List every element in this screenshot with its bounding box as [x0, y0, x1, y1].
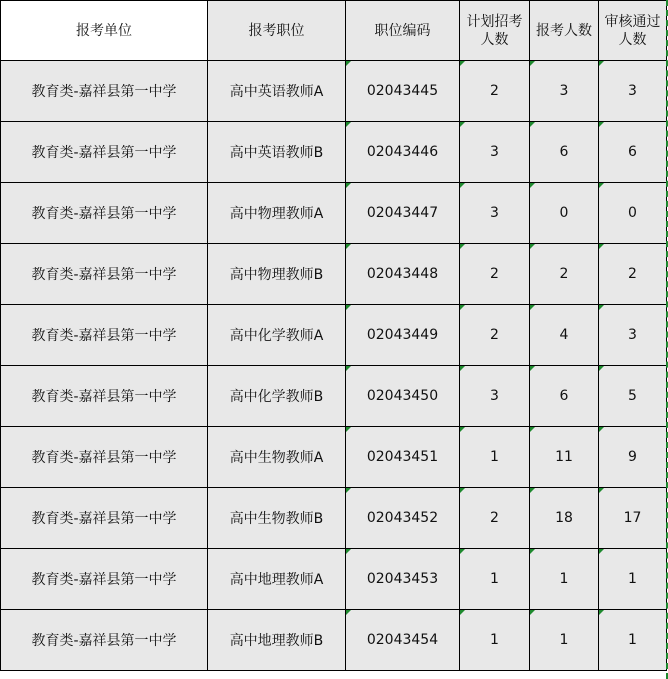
cell-planned[interactable] — [460, 488, 530, 549]
text-number-marker-icon — [460, 305, 465, 310]
cell-planned[interactable] — [460, 244, 530, 305]
cell-applicants[interactable] — [530, 549, 599, 610]
cell-planned[interactable] — [460, 610, 530, 671]
table-row — [1, 610, 667, 671]
table-row — [1, 61, 667, 122]
cell-unit[interactable] — [1, 244, 208, 305]
cell-approved[interactable] — [599, 244, 667, 305]
cell-text: 教育类-嘉祥县第一中学 — [31, 267, 177, 283]
cell-applicants[interactable] — [530, 610, 599, 671]
text-number-marker-icon — [460, 183, 465, 188]
text-number-marker-icon — [599, 183, 604, 188]
cell-planned[interactable] — [460, 122, 530, 183]
cell-applicants[interactable] — [530, 183, 599, 244]
table-row — [1, 183, 667, 244]
cell-planned[interactable] — [460, 183, 530, 244]
cell-unit[interactable] — [1, 61, 208, 122]
text-number-marker-icon — [346, 427, 351, 432]
cell-text: 1 — [559, 571, 569, 587]
text-number-marker-icon — [530, 549, 535, 554]
cell-text: 教育类-嘉祥县第一中学 — [31, 633, 177, 649]
text-number-marker-icon — [460, 488, 465, 493]
cell-code[interactable] — [346, 427, 460, 488]
text-number-marker-icon — [346, 61, 351, 66]
cell-text: 教育类-嘉祥县第一中学 — [31, 572, 177, 588]
cell-text: 02043451 — [366, 449, 439, 465]
table-row — [1, 549, 667, 610]
header-cell-approved[interactable] — [599, 1, 667, 61]
cell-unit[interactable] — [1, 488, 208, 549]
cell-code[interactable] — [346, 610, 460, 671]
cell-applicants[interactable] — [530, 488, 599, 549]
header-cell-applicants[interactable] — [530, 1, 599, 61]
text-number-marker-icon — [460, 366, 465, 371]
cell-code[interactable] — [346, 61, 460, 122]
text-number-marker-icon — [460, 610, 465, 615]
cell-applicants[interactable] — [530, 427, 599, 488]
cell-text: 教育类-嘉祥县第一中学 — [31, 206, 177, 222]
table-row — [1, 244, 667, 305]
text-number-marker-icon — [599, 610, 604, 615]
cell-text: 高中生物教师B — [229, 511, 324, 527]
text-number-marker-icon — [530, 366, 535, 371]
cell-text: 0 — [628, 205, 637, 221]
table-row — [1, 488, 667, 549]
text-number-marker-icon — [599, 61, 604, 66]
cell-code[interactable] — [346, 244, 460, 305]
table-row — [1, 305, 667, 366]
cell-approved[interactable] — [599, 61, 667, 122]
cell-approved[interactable] — [599, 488, 667, 549]
table-row — [1, 427, 667, 488]
cell-applicants[interactable] — [530, 366, 599, 427]
text-number-marker-icon — [599, 122, 604, 127]
header-label: 职位编码 — [374, 22, 431, 39]
cell-text: 教育类-嘉祥县第一中学 — [31, 450, 177, 466]
cell-text: 3 — [628, 83, 637, 99]
text-number-marker-icon — [346, 122, 351, 127]
cell-position[interactable] — [208, 61, 346, 122]
cell-text: 6 — [559, 144, 569, 160]
text-number-marker-icon — [599, 366, 604, 371]
header-label: 计划招考人数 — [466, 13, 523, 48]
text-number-marker-icon — [460, 427, 465, 432]
cell-position[interactable] — [208, 183, 346, 244]
text-number-marker-icon — [460, 549, 465, 554]
text-number-marker-icon — [599, 488, 604, 493]
cell-text: 1 — [628, 571, 637, 587]
cell-text: 高中地理教师A — [229, 572, 324, 588]
cell-text: 教育类-嘉祥县第一中学 — [31, 511, 177, 527]
text-number-marker-icon — [346, 183, 351, 188]
cell-text: 教育类-嘉祥县第一中学 — [31, 84, 177, 100]
cell-applicants[interactable] — [530, 122, 599, 183]
text-number-marker-icon — [460, 244, 465, 249]
text-number-marker-icon — [346, 366, 351, 371]
cell-position[interactable] — [208, 488, 346, 549]
cell-approved[interactable] — [599, 122, 667, 183]
cell-code[interactable] — [346, 183, 460, 244]
cell-text: 教育类-嘉祥县第一中学 — [31, 145, 177, 161]
cell-code[interactable] — [346, 488, 460, 549]
cell-unit[interactable] — [1, 610, 208, 671]
cell-text: 1 — [559, 632, 569, 648]
header-label: 报考人数 — [536, 22, 592, 39]
cell-text: 2 — [490, 510, 499, 526]
cell-text: 02043450 — [366, 388, 439, 404]
cell-code[interactable] — [346, 305, 460, 366]
cell-text: 11 — [555, 449, 573, 465]
cell-text: 1 — [490, 632, 499, 648]
cell-text: 6 — [628, 144, 637, 160]
cell-approved[interactable] — [599, 610, 667, 671]
text-number-marker-icon — [346, 305, 351, 310]
cell-position[interactable] — [208, 122, 346, 183]
text-number-marker-icon — [599, 305, 604, 310]
cell-code[interactable] — [346, 122, 460, 183]
text-number-marker-icon — [460, 61, 465, 66]
cell-position[interactable] — [208, 305, 346, 366]
text-number-marker-icon — [599, 427, 604, 432]
cell-text: 3 — [490, 388, 499, 404]
cell-unit[interactable] — [1, 427, 208, 488]
cell-position[interactable] — [208, 427, 346, 488]
cell-text: 2 — [559, 266, 569, 282]
cell-text: 02043449 — [366, 327, 439, 343]
text-number-marker-icon — [599, 244, 604, 249]
header-label: 审核通过人数 — [604, 13, 661, 48]
cell-text: 9 — [628, 449, 637, 465]
cell-position[interactable] — [208, 610, 346, 671]
cell-text: 高中英语教师B — [229, 145, 324, 161]
cell-text: 高中物理教师A — [229, 206, 324, 222]
header-cell-planned[interactable] — [460, 1, 530, 61]
cell-text: 高中化学教师A — [229, 328, 324, 344]
table-row — [1, 366, 667, 427]
cell-approved[interactable] — [599, 366, 667, 427]
text-number-marker-icon — [530, 183, 535, 188]
cell-text: 02043452 — [366, 510, 439, 526]
cell-unit[interactable] — [1, 183, 208, 244]
cell-code[interactable] — [346, 549, 460, 610]
cell-text: 02043454 — [366, 632, 439, 648]
cell-applicants[interactable] — [530, 244, 599, 305]
text-number-marker-icon — [530, 244, 535, 249]
cell-text: 0 — [559, 205, 569, 221]
cell-approved[interactable] — [599, 427, 667, 488]
cell-text: 高中英语教师A — [229, 84, 324, 100]
cell-planned[interactable] — [460, 366, 530, 427]
cell-text: 2 — [490, 266, 499, 282]
cell-text: 18 — [555, 510, 573, 526]
cell-approved[interactable] — [599, 549, 667, 610]
cell-approved[interactable] — [599, 183, 667, 244]
cell-text: 02043453 — [366, 571, 439, 587]
cell-text: 3 — [490, 205, 499, 221]
cell-unit[interactable] — [1, 366, 208, 427]
cell-approved[interactable] — [599, 305, 667, 366]
cell-text: 3 — [628, 327, 637, 343]
cell-text: 3 — [490, 144, 499, 160]
header-cell-position[interactable] — [208, 1, 346, 61]
cell-unit[interactable] — [1, 549, 208, 610]
cell-text: 17 — [623, 510, 642, 526]
text-number-marker-icon — [599, 549, 604, 554]
cell-planned[interactable] — [460, 427, 530, 488]
cell-code[interactable] — [346, 366, 460, 427]
cell-text: 2 — [490, 327, 499, 343]
cell-position[interactable] — [208, 244, 346, 305]
cell-applicants[interactable] — [530, 305, 599, 366]
cell-unit[interactable] — [1, 122, 208, 183]
text-number-marker-icon — [530, 61, 535, 66]
cell-text: 1 — [490, 449, 499, 465]
cell-planned[interactable] — [460, 305, 530, 366]
cell-position[interactable] — [208, 366, 346, 427]
header-label: 报考职位 — [248, 22, 305, 39]
cell-text: 02043446 — [366, 144, 439, 160]
cell-text: 2 — [628, 266, 637, 282]
cell-text: 高中化学教师B — [229, 389, 324, 405]
text-number-marker-icon — [346, 610, 351, 615]
cell-text: 高中地理教师B — [229, 633, 324, 649]
header-cell-unit[interactable] — [1, 1, 208, 61]
text-number-marker-icon — [530, 427, 535, 432]
text-number-marker-icon — [530, 122, 535, 127]
cell-text: 02043445 — [366, 83, 439, 99]
cell-text: 4 — [559, 327, 569, 343]
header-cell-code[interactable] — [346, 1, 460, 61]
cell-text: 3 — [559, 83, 569, 99]
table-row — [1, 122, 667, 183]
cell-text: 6 — [559, 388, 569, 404]
text-number-marker-icon — [346, 549, 351, 554]
cell-text: 教育类-嘉祥县第一中学 — [31, 389, 177, 405]
cell-planned[interactable] — [460, 549, 530, 610]
cell-text: 5 — [628, 388, 637, 404]
text-number-marker-icon — [460, 122, 465, 127]
text-number-marker-icon — [346, 488, 351, 493]
cell-text: 02043447 — [366, 205, 439, 221]
text-number-marker-icon — [530, 305, 535, 310]
text-number-marker-icon — [346, 244, 351, 249]
text-number-marker-icon — [530, 488, 535, 493]
cell-applicants[interactable] — [530, 61, 599, 122]
header-label: 报考单位 — [76, 22, 132, 39]
header-row — [1, 1, 667, 61]
text-number-marker-icon — [530, 610, 535, 615]
cell-text: 高中物理教师B — [229, 267, 324, 283]
cell-position[interactable] — [208, 549, 346, 610]
cell-unit[interactable] — [1, 305, 208, 366]
cell-text: 1 — [628, 632, 637, 648]
cell-text: 教育类-嘉祥县第一中学 — [31, 328, 177, 344]
cell-text: 1 — [490, 571, 499, 587]
cell-text: 2 — [490, 83, 499, 99]
cell-text: 02043448 — [366, 266, 439, 282]
cell-text: 高中生物教师A — [229, 450, 324, 466]
cell-planned[interactable] — [460, 61, 530, 122]
